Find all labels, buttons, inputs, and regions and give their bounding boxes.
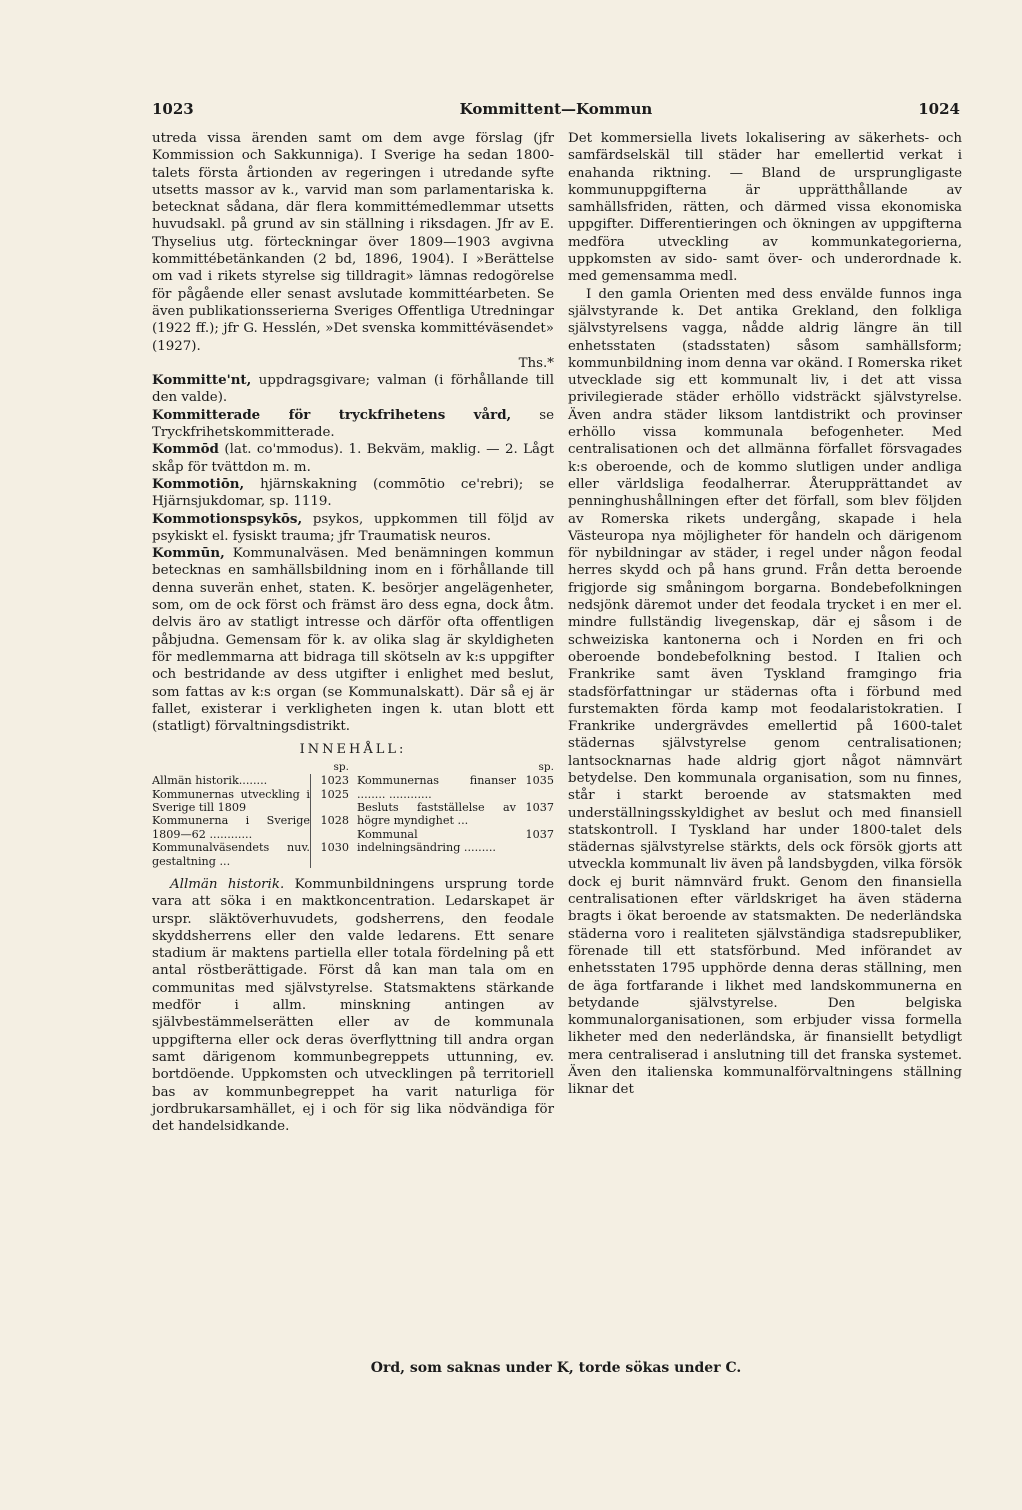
page-footer-note: Ord, som saknas under K, torde sökas under C. (370, 1360, 742, 1376)
running-title: Kommittent—Kommun (459, 100, 653, 118)
entry-kommittent: Kommitte'nt, uppdragsgivare; valman (i förhållande till den valde). (152, 372, 554, 406)
entry-kommitte-continued: utreda vissa ärenden samt om dem avge förslag (jfr Kommission och Sakkunniga). I Sverige ha sedan 1800-talets första årtionden av regeringen i utredande syfte utsetts massor av k., varvid man som parlamentariska k. betecknat sådana, där flera kommittémedlemmar utsetts huvudsakl. på grund av sin ställning i riksdagen. Jfr av E. Thyselius utg. förteckningar över 1809—1903 avgivna kommittébetänkanden (2 bd, 1896, 1904). I »Berättelse om vad i rikets styrelse sig tilldragit» lämnas redogörelse för pågående eller senast avslutade kommittéarbeten. Se även publikationsserierna Sveriges Offentliga Utredningar (1922 ff.); jfr G. Hesslén, »Det svenska kommittéväsendet» (1927). (152, 131, 554, 354)
toc-row: Allmän historik........ 1023 (152, 774, 349, 788)
table-of-contents (152, 761, 554, 868)
section-head: Allmän historik. (170, 876, 285, 892)
toc-row: Kommunal indelningsändring ......... 1037 (357, 827, 554, 855)
paragraph: Det kommersiella livets lokalisering av säkerhets- och samfärdselskäl till städer har emellertid verkat i enahanda riktning. — Bland de ursprungligaste kommunuppgifterna är upprätthållande av samhällsfriden, rätten, och därmed vissa ekonomiska uppgifter. Differentieringen och ökningen av uppgifterna medföra utveckling av kommunkategorierna, uppkomsten av sido- samt över- och underordnade k. med gemensamma medl. (568, 131, 962, 285)
toc-row: Kommunerna i Sverige 1809—62 ............ 1028 (152, 814, 349, 841)
toc-right (357, 761, 554, 868)
entry-head: Kommitte'nt, (152, 372, 252, 389)
entry-kommun: Kommūn, Kommunalväsen. Med benämningen kommun betecknas en samhällsbildning inom en i förhållande till denna suverän enhet, staten. K. besörjer angelägenheter, som, om de ock först och främst äro dess egna, dock åtm. delvis äro av statligt intresse och därför ofta offentligen påbjudna. Gemensam för k. av olika slag är skyldigheten för medlemmarna att bidraga till skötseln av k:s uppgifter och bestridande av dess utgifter i enlighet med beslut, som fattas av k:s organ (se Kommunalskatt). Där så ej är fallet, existerar i verkligheten ingen k. utan blott ett (statligt) förvaltningsdistrikt. (152, 545, 554, 735)
page-header (152, 100, 960, 124)
toc-row: Besluts fastställelse av högre myndighet ... 1037 (357, 800, 554, 828)
entry-kommotion: Kommotiōn, hjärnskakning (commōtio ce'rebri); se Hjärnsjukdomar, sp. 1119. (152, 475, 554, 510)
right-page-number: 1024 (918, 100, 960, 118)
toc-row: Kommunalväsendets nuv. gestaltning ... 1030 (152, 841, 349, 868)
section-allman-historik: Allmän historik. Kommunbildningens ursprung torde vara att söka i en maktkoncentration. Ledarskapet är urspr. släktöverhuvudets, godsherrens, den feodale skyddsherrens eller den valde ledarens. Ett senare stadium är maktens partiella eller totala fördelning på ett antal röstberättigade. Först då kan man tala om en communitas med självstyrelse. Statsmaktens stärkande medför i allm. minskning antingen av självbestämmelserätten eller av de kommunala uppgifterna eller ock deras överflyttning till andra organ samt därigenom kommunbegreppets uttunning, ev. bortdöende. Uppkomsten och utvecklingen på territoriell bas av kommunbegreppet ha varit naturliga för jordbrukarsamhället, ej i och för sig lika nödvändiga för det handelsidkande. (152, 876, 554, 1135)
entry-kommitterade: Kommitterade för tryckfrihetens vård, se Tryckfrihetskommitterade. (152, 406, 554, 441)
toc-title: INNEHÅLL: (299, 742, 407, 758)
left-page-number: 1023 (152, 100, 194, 118)
entry-head: Kommotionspsykōs, (152, 510, 303, 527)
right-column (568, 130, 962, 1099)
left-column (152, 130, 554, 1135)
toc-row: Kommunernas finanser ........ ............ 1035 (357, 774, 554, 801)
toc-sp-label: sp. (333, 760, 349, 773)
entry-head: Kommōd (152, 441, 219, 458)
entry-head: Kommitterade för tryckfrihetens vård, (152, 406, 512, 423)
entry-kommotionspsykos: Kommotionspsykōs, psykos, uppkommen till följd av psykiskt el. fysiskt trauma; jfr Traumatisk neuros. (152, 510, 554, 544)
entry-head: Kommūn, (152, 545, 225, 562)
toc-sp-label: sp. (538, 760, 554, 773)
toc-left (152, 761, 349, 868)
author-signature: Ths.* (518, 355, 554, 371)
toc-row: Kommunernas utveckling i Sverige till 1809 1025 (152, 787, 349, 814)
paragraph: I den gamla Orienten med dess envälde funnos inga självstyrande k. Det antika Grekland, den folkliga självstyrelsens vagga, nådde aldrig längre än till enhetsstaten (stadsstaten) såsom samhällsform; kommunbildning inom denna var okänd. I Romerska riket utvecklade sig ett kommunalt liv, i det att vissa privilegierade städer erhöllo vidsträckt självstyrelse. Även andra städer liksom lantdistrikt och provinser erhöllo vissa kommunala befogenheter. Med centralisationen och det allmänna förfallet försvagades k:s oberoende, och de kommo slutligen under andliga eller världsliga feodalherrar. Återupprättandet av penninghushållningen efter det förfall, som blev följden av Romerska rikets undergång, skapade i hela Västeuropa nya möjligheter för handeln och därigenom för nybildningar av städer, i regel under någon feodal herres skydd och på hans grund. Från detta beroende frigjorde sig småningom borgarna. Bondebefolkningen nedsjönk däremot under det feodala trycket i en mer el. mindre fullständig livegenskap, där ej såsom i de schweiziska kantonerna och i Norden en fri och oberoende bondebefolkning bestod. I Italien och Frankrike samt även Tyskland framgingo fria stadsförfattningar ur städernas ofta i förbund med furstemakten förda kamp mot feodalaristokratien. I Frankrike undergrävdes emellertid på 1600-talet städernas självstyrelse genom centralisationen; lantsocknarnas hade aldrig gjort något nämnvärt betydelse. Den kommunala organisation, som nu finnes, står i starkt beroende av statsmakten med underställningsskyldighet av beslut och med finansiell statskontroll. I Tyskland har under 1800-talet dels städernas självstyrelse stärkts, dels ock försök gjorts att utveckla kommunalt liv även på landsbygden, vilka försök dock ej burit nämnvärd frukt. Genom den finansiella centralisationen efter världskriget ha även städerna bragts i ökat beroende av statsmakten. De nederländska städerna voro i realiteten självständiga stadsrepubliker, förenade till ett statsförbund. Med införandet av enhetsstaten 1795 upphörde denna deras ställning, men de äga fortfarande i likhet med landskommunerna en betydande självstyrelse. Den belgiska kommunalorganisationen, som erbjuder vissa formella likheter med den nederländska, är finansiellt betydligt mera centraliserad i anslutning till det franska systemet. Även den italienska kommunalförvaltningens ställning liknar det (568, 286, 962, 1098)
entry-head: Kommotiōn, (152, 475, 245, 492)
entry-kommod: Kommōd (lat. co'mmodus). 1. Bekväm, maklig. — 2. Lågt skåp för tvättdon m. m. (152, 441, 554, 475)
